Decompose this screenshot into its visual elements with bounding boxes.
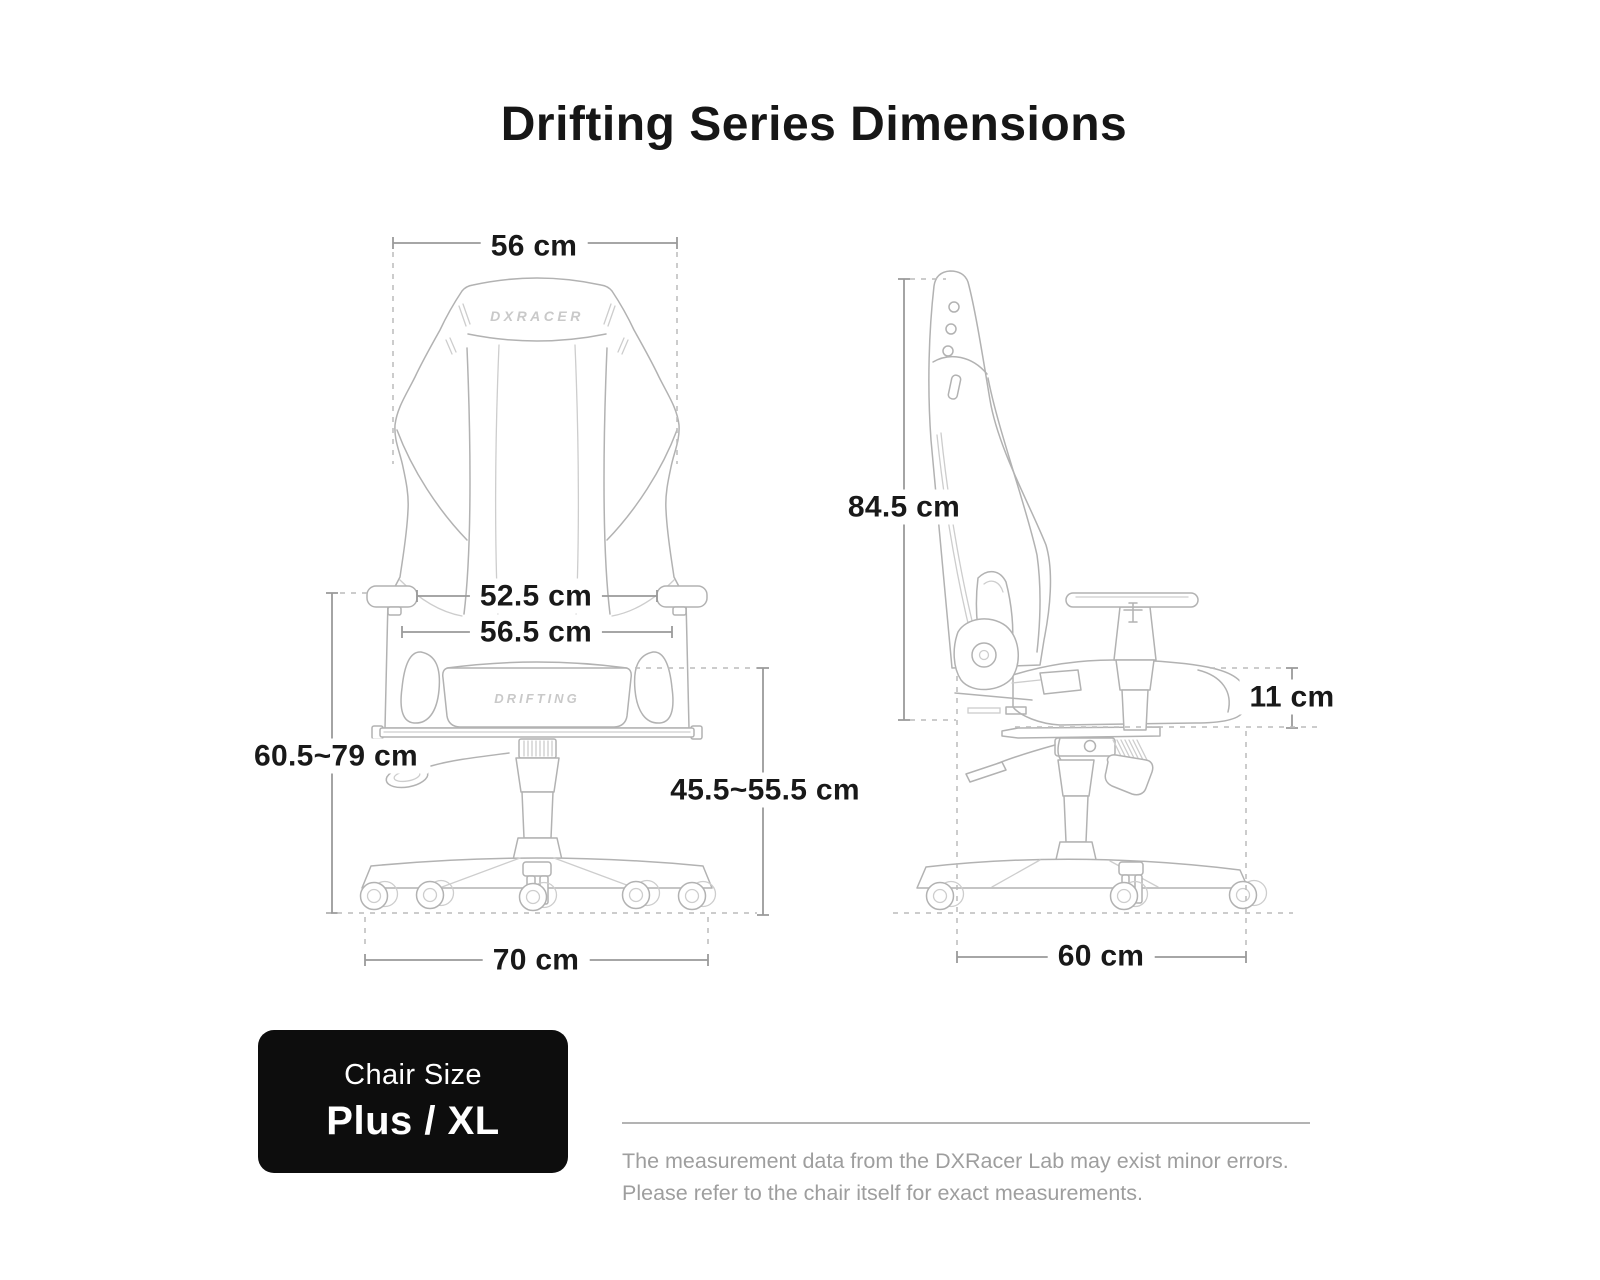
chair-size-value: Plus / XL (326, 1099, 500, 1143)
dim-armrest-width-label: 52.5 cm (470, 579, 602, 614)
dim-seat-thickness-label: 11 cm (1240, 680, 1345, 715)
chair-size-badge (258, 1030, 568, 1173)
page-title: Drifting Series Dimensions (500, 98, 1128, 151)
disclaimer (622, 1122, 1310, 1210)
dim-base-width-label: 70 cm (483, 943, 590, 978)
dim-seat-height-label: 45.5~55.5 cm (660, 773, 870, 808)
dim-base-depth-label: 60 cm (1048, 939, 1155, 974)
drifting-seat-logo: DRIFTING (494, 691, 580, 706)
disclaimer-line1: The measurement data from the DXRacer Lab may exist minor errors. (622, 1149, 1289, 1173)
chair-size-label: Chair Size (344, 1059, 482, 1091)
side-base (917, 859, 1248, 903)
disclaimer-line2: Please refer to the chair itself for exact measurements. (622, 1181, 1144, 1206)
dim-armrest-height-label: 60.5~79 cm (244, 739, 428, 774)
disclaimer-divider (622, 1122, 1310, 1124)
dim-backrest-height-label: 84.5 cm (838, 490, 970, 525)
side-gas-lift (1055, 760, 1097, 864)
caster (1230, 881, 1267, 909)
dxracer-backrest-logo: DXRACER (490, 308, 584, 324)
side-backrest (929, 271, 1051, 668)
side-view (893, 271, 1320, 963)
dim-seat-width-label: 56.5 cm (470, 615, 602, 650)
side-tilt-lever (966, 745, 1055, 782)
dim-backrest-width-label: 56 cm (481, 229, 588, 264)
front-underseat-frame (372, 726, 702, 739)
front-gas-lift (513, 739, 562, 860)
